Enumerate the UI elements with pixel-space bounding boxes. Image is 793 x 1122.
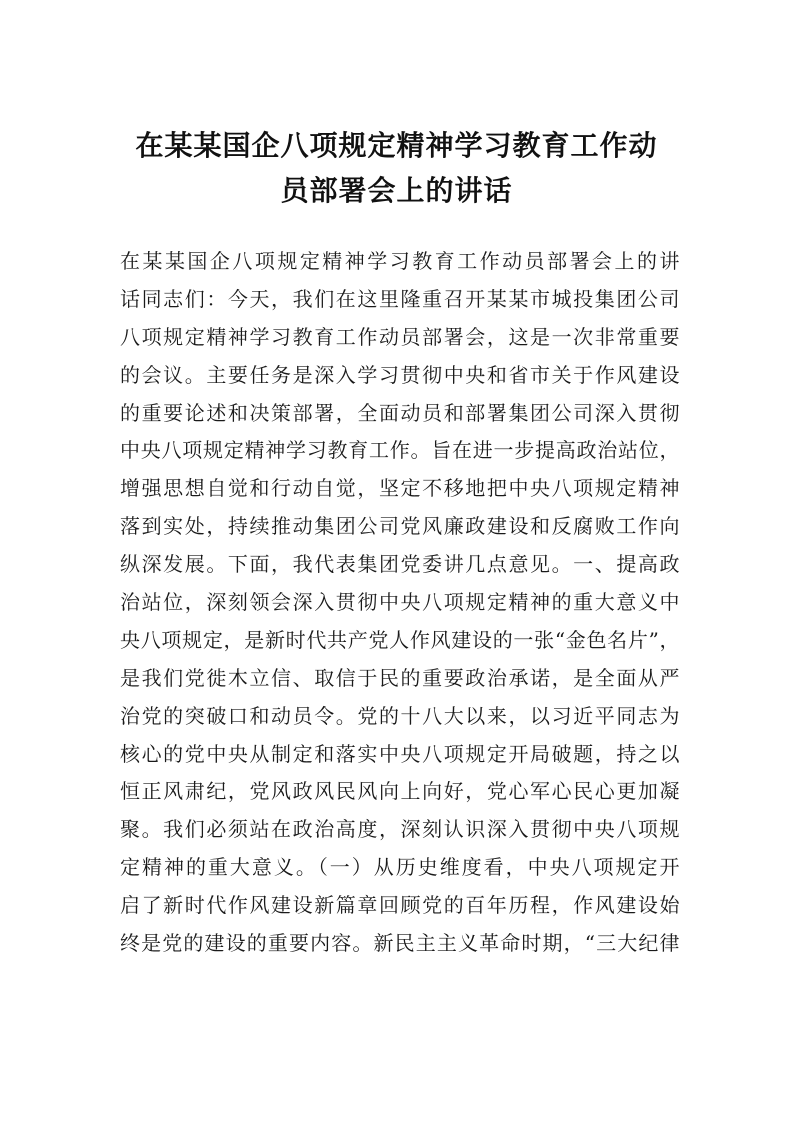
body-line: 是我们党徙木立信、取信于民的重要政治承诺，是全面从严 xyxy=(120,665,680,690)
document-body xyxy=(120,243,680,963)
body-line: 治党的突破口和动员令。党的十八大以来，以习近平同志为 xyxy=(120,703,680,728)
body-line: 核心的党中央从制定和落实中央八项规定开局破题，持之以 xyxy=(120,741,680,766)
body-line: 话同志们：今天，我们在这里隆重召开某某市城投集团公司 xyxy=(120,286,680,311)
body-line: 的重要论述和决策部署，全面动员和部署集团公司深入贯彻 xyxy=(120,400,680,425)
document-title-line-2: 员部署会上的讲话 xyxy=(280,174,513,207)
body-line: 聚。我们必须站在政治高度，深刻认识深入贯彻中央八项规 xyxy=(120,817,680,842)
body-line: 央八项规定，是新时代共产党人作风建设的一张“金色名片”， xyxy=(120,627,680,652)
body-line: 恒正风肃纪，党风政风民风向上向好，党心军心民心更加凝 xyxy=(120,779,680,804)
body-line: 在某某国企八项规定精神学习教育工作动员部署会上的讲 xyxy=(120,249,680,273)
body-line: 中央八项规定精神学习教育工作。旨在进一步提高政治站位， xyxy=(120,438,680,463)
body-line: 终是党的建设的重要内容。新民主主义革命时期，“三大纪律 xyxy=(120,931,680,956)
body-line: 启了新时代作风建设新篇章回顾党的百年历程，作风建设始 xyxy=(120,893,680,918)
body-line: 增强思想自觉和行动自觉，坚定不移地把中央八项规定精神 xyxy=(120,476,680,501)
body-line: 的会议。主要任务是深入学习贯彻中央和省市关于作风建设 xyxy=(120,362,680,387)
body-line: 治站位，深刻领会深入贯彻中央八项规定精神的重大意义中 xyxy=(120,590,680,615)
document-title-line-1: 在某某国企八项规定精神学习教育工作动 xyxy=(135,129,658,162)
body-line: 纵深发展。下面，我代表集团党委讲几点意见。一、提高政 xyxy=(120,552,680,577)
body-line: 落到实处，持续推动集团公司党风廉政建设和反腐败工作向 xyxy=(120,514,680,539)
body-line: 定精神的重大意义。（一）从历史维度看，中央八项规定开 xyxy=(120,855,680,880)
body-line: 八项规定精神学习教育工作动员部署会，这是一次非常重要 xyxy=(120,324,680,349)
